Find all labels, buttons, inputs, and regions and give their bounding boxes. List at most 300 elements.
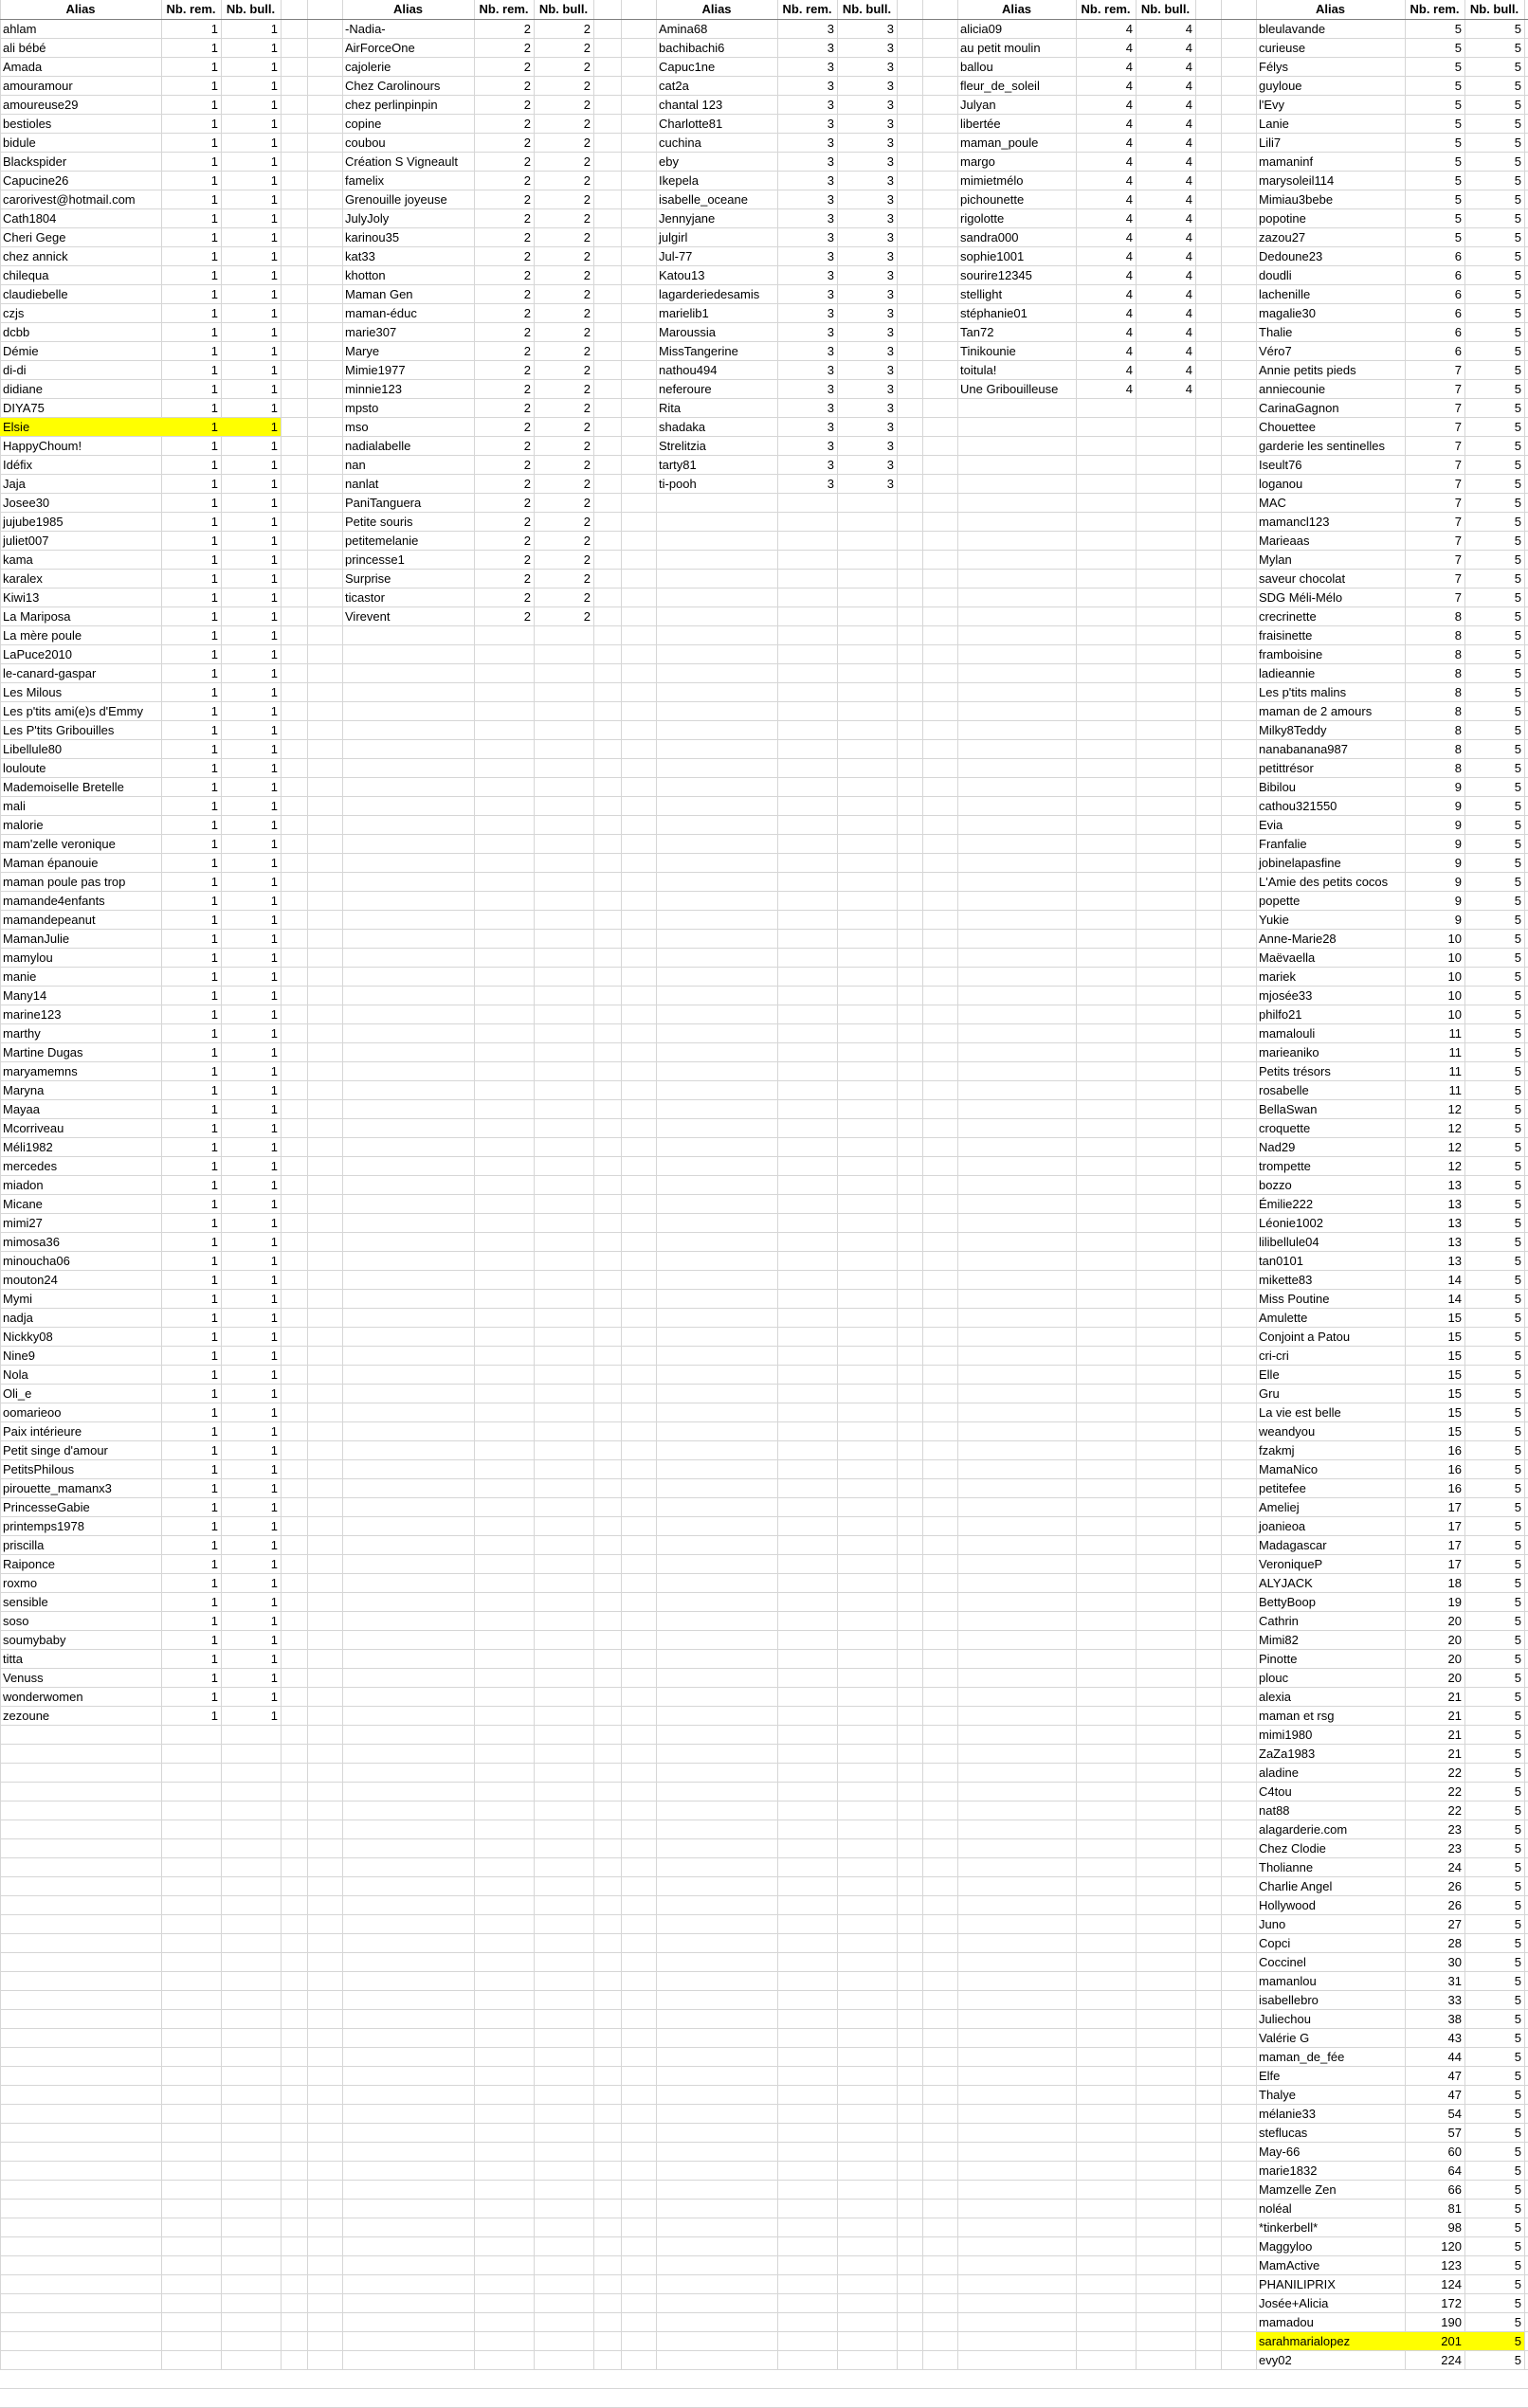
bull-count-cell[interactable]: 1 bbox=[270, 1652, 278, 1666]
alias-cell[interactable]: karinou35 bbox=[345, 230, 400, 244]
bull-count-cell[interactable]: 4 bbox=[1185, 173, 1192, 188]
bull-count-cell[interactable]: 3 bbox=[886, 230, 894, 244]
alias-cell[interactable]: Dedoune23 bbox=[1259, 249, 1323, 263]
rem-count-cell[interactable]: 1 bbox=[210, 609, 218, 624]
bull-count-cell[interactable]: 2 bbox=[583, 344, 591, 358]
alias-cell[interactable]: mamaninf bbox=[1259, 154, 1314, 169]
alias-cell[interactable]: fraisinette bbox=[1259, 628, 1313, 643]
rem-count-cell[interactable]: 13 bbox=[1447, 1197, 1462, 1211]
bull-count-cell[interactable]: 2 bbox=[583, 496, 591, 510]
alias-cell[interactable]: Many14 bbox=[3, 988, 47, 1003]
alias-cell[interactable]: neferoure bbox=[659, 382, 712, 396]
bull-count-cell[interactable]: 5 bbox=[1514, 420, 1521, 434]
alias-cell[interactable]: rigolotte bbox=[960, 211, 1005, 226]
alias-cell[interactable]: Méli1982 bbox=[3, 1140, 53, 1154]
rem-count-cell[interactable]: 3 bbox=[827, 287, 834, 301]
bull-count-cell[interactable]: 4 bbox=[1185, 98, 1192, 112]
rem-count-cell[interactable]: 81 bbox=[1447, 2201, 1462, 2216]
rem-count-cell[interactable]: 1 bbox=[210, 363, 218, 377]
rem-count-cell[interactable]: 3 bbox=[827, 154, 834, 169]
bull-count-cell[interactable]: 5 bbox=[1514, 1519, 1521, 1533]
rem-count-cell[interactable]: 1 bbox=[210, 1652, 218, 1666]
alias-cell[interactable]: priscilla bbox=[3, 1538, 45, 1552]
rem-count-cell[interactable]: 5 bbox=[1454, 22, 1462, 36]
rem-count-cell[interactable]: 1 bbox=[210, 761, 218, 775]
alias-cell[interactable]: DIYA75 bbox=[3, 401, 45, 415]
rem-count-cell[interactable]: 4 bbox=[1125, 60, 1133, 74]
alias-cell[interactable]: Rita bbox=[659, 401, 682, 415]
alias-cell[interactable]: ti-pooh bbox=[659, 477, 697, 491]
alias-cell[interactable]: Mademoiselle Bretelle bbox=[3, 780, 124, 794]
rem-count-cell[interactable]: 7 bbox=[1454, 534, 1462, 548]
rem-count-cell[interactable]: 11 bbox=[1448, 1045, 1462, 1059]
alias-cell[interactable]: Madagascar bbox=[1259, 1538, 1327, 1552]
bull-count-cell[interactable]: 5 bbox=[1514, 2258, 1521, 2272]
rem-count-cell[interactable]: 1 bbox=[210, 154, 218, 169]
rem-count-cell[interactable]: 1 bbox=[210, 1178, 218, 1192]
rem-count-cell[interactable]: 2 bbox=[523, 192, 531, 207]
rem-count-cell[interactable]: 224 bbox=[1441, 2353, 1462, 2367]
bull-count-cell[interactable]: 1 bbox=[270, 1159, 278, 1173]
rem-count-cell[interactable]: 2 bbox=[523, 420, 531, 434]
rem-count-cell[interactable]: 3 bbox=[827, 117, 834, 131]
alias-cell[interactable]: Amina68 bbox=[659, 22, 708, 36]
bull-count-cell[interactable]: 5 bbox=[1514, 2182, 1521, 2197]
rem-count-cell[interactable]: 8 bbox=[1454, 609, 1462, 624]
rem-count-cell[interactable]: 17 bbox=[1447, 1500, 1462, 1514]
bull-count-cell[interactable]: 5 bbox=[1514, 875, 1521, 889]
rem-count-cell[interactable]: 1 bbox=[210, 837, 218, 851]
bull-count-cell[interactable]: 5 bbox=[1514, 609, 1521, 624]
bull-count-cell[interactable]: 2 bbox=[583, 401, 591, 415]
rem-count-cell[interactable]: 15 bbox=[1447, 1424, 1462, 1439]
bull-count-cell[interactable]: 3 bbox=[886, 420, 894, 434]
alias-cell[interactable]: marie307 bbox=[345, 325, 397, 339]
rem-count-cell[interactable]: 20 bbox=[1447, 1633, 1462, 1647]
rem-count-cell[interactable]: 14 bbox=[1447, 1292, 1462, 1306]
rem-count-cell[interactable]: 1 bbox=[210, 913, 218, 927]
rem-count-cell[interactable]: 2 bbox=[523, 60, 531, 74]
alias-cell[interactable]: didiane bbox=[3, 382, 43, 396]
bull-count-cell[interactable]: 5 bbox=[1514, 1235, 1521, 1249]
rem-count-cell[interactable]: 7 bbox=[1454, 439, 1462, 453]
bull-count-cell[interactable]: 4 bbox=[1185, 249, 1192, 263]
bull-count-cell[interactable]: 5 bbox=[1514, 534, 1521, 548]
bull-count-cell[interactable]: 1 bbox=[270, 856, 278, 870]
bull-count-cell[interactable]: 1 bbox=[270, 969, 278, 984]
alias-cell[interactable]: maman et rsg bbox=[1259, 1709, 1335, 1723]
alias-cell[interactable]: stellight bbox=[960, 287, 1003, 301]
alias-cell[interactable]: Gru bbox=[1259, 1386, 1280, 1401]
rem-count-cell[interactable]: 24 bbox=[1447, 1860, 1462, 1874]
alias-cell[interactable]: Tan72 bbox=[960, 325, 994, 339]
bull-count-cell[interactable]: 5 bbox=[1514, 211, 1521, 226]
bull-count-cell[interactable]: 5 bbox=[1514, 173, 1521, 188]
alias-cell[interactable]: czjs bbox=[3, 306, 25, 320]
alias-cell[interactable]: evy02 bbox=[1259, 2353, 1292, 2367]
bull-count-cell[interactable]: 2 bbox=[583, 552, 591, 567]
alias-cell[interactable]: doudli bbox=[1259, 268, 1292, 282]
bull-count-cell[interactable]: 4 bbox=[1185, 268, 1192, 282]
bull-count-cell[interactable]: 1 bbox=[270, 609, 278, 624]
rem-count-cell[interactable]: 4 bbox=[1125, 344, 1133, 358]
rem-count-cell[interactable]: 16 bbox=[1447, 1443, 1462, 1457]
rem-count-cell[interactable]: 13 bbox=[1447, 1216, 1462, 1230]
bull-count-cell[interactable]: 1 bbox=[270, 780, 278, 794]
bull-count-cell[interactable]: 5 bbox=[1514, 2069, 1521, 2083]
alias-cell[interactable]: Capucine26 bbox=[3, 173, 69, 188]
rem-count-cell[interactable]: 5 bbox=[1454, 79, 1462, 93]
bull-count-cell[interactable]: 1 bbox=[270, 287, 278, 301]
bull-count-cell[interactable]: 1 bbox=[270, 932, 278, 946]
alias-cell[interactable]: pirouette_mamanx3 bbox=[3, 1481, 112, 1495]
rem-count-cell[interactable]: 4 bbox=[1125, 363, 1133, 377]
alias-cell[interactable]: BettyBoop bbox=[1259, 1595, 1316, 1609]
alias-cell[interactable]: Iseult76 bbox=[1259, 458, 1302, 472]
bull-count-cell[interactable]: 5 bbox=[1514, 287, 1521, 301]
rem-count-cell[interactable]: 47 bbox=[1447, 2069, 1462, 2083]
rem-count-cell[interactable]: 7 bbox=[1454, 401, 1462, 415]
rem-count-cell[interactable]: 1 bbox=[210, 628, 218, 643]
bull-count-cell[interactable]: 2 bbox=[583, 363, 591, 377]
bull-count-cell[interactable]: 5 bbox=[1514, 1955, 1521, 1969]
rem-count-cell[interactable]: 43 bbox=[1447, 2031, 1462, 2045]
rem-count-cell[interactable]: 3 bbox=[827, 268, 834, 282]
bull-count-cell[interactable]: 5 bbox=[1514, 496, 1521, 510]
bull-count-cell[interactable]: 1 bbox=[270, 837, 278, 851]
rem-count-cell[interactable]: 1 bbox=[210, 1064, 218, 1078]
rem-count-cell[interactable]: 1 bbox=[210, 856, 218, 870]
rem-count-cell[interactable]: 3 bbox=[827, 22, 834, 36]
bull-count-cell[interactable]: 1 bbox=[270, 363, 278, 377]
rem-count-cell[interactable]: 1 bbox=[210, 192, 218, 207]
bull-count-cell[interactable]: 1 bbox=[270, 1007, 278, 1022]
bull-count-cell[interactable]: 2 bbox=[583, 41, 591, 55]
alias-cell[interactable]: princesse1 bbox=[345, 552, 405, 567]
alias-cell[interactable]: Miss Poutine bbox=[1259, 1292, 1330, 1306]
bull-count-cell[interactable]: 5 bbox=[1514, 1690, 1521, 1704]
rem-count-cell[interactable]: 6 bbox=[1454, 325, 1462, 339]
rem-count-cell[interactable]: 2 bbox=[523, 79, 531, 93]
rem-count-cell[interactable]: 22 bbox=[1447, 1803, 1462, 1818]
bull-count-cell[interactable]: 5 bbox=[1514, 932, 1521, 946]
rem-count-cell[interactable]: 1 bbox=[210, 704, 218, 718]
bull-count-cell[interactable]: 2 bbox=[583, 420, 591, 434]
bull-count-cell[interactable]: 2 bbox=[583, 609, 591, 624]
rem-count-cell[interactable]: 2 bbox=[523, 382, 531, 396]
rem-count-cell[interactable]: 10 bbox=[1447, 932, 1462, 946]
alias-cell[interactable]: Thalye bbox=[1259, 2088, 1297, 2102]
bull-count-cell[interactable]: 1 bbox=[270, 1178, 278, 1192]
alias-cell[interactable]: ladieannie bbox=[1259, 666, 1316, 680]
alias-cell[interactable]: C4tou bbox=[1259, 1784, 1292, 1799]
bull-count-cell[interactable]: 1 bbox=[270, 249, 278, 263]
alias-cell[interactable]: Mylan bbox=[1259, 552, 1292, 567]
rem-count-cell[interactable]: 1 bbox=[210, 799, 218, 813]
rem-count-cell[interactable]: 8 bbox=[1454, 723, 1462, 737]
bull-count-cell[interactable]: 5 bbox=[1514, 571, 1521, 586]
bull-count-cell[interactable]: 5 bbox=[1514, 742, 1521, 756]
rem-count-cell[interactable]: 5 bbox=[1454, 192, 1462, 207]
rem-count-cell[interactable]: 1 bbox=[210, 780, 218, 794]
alias-cell[interactable]: sandra000 bbox=[960, 230, 1019, 244]
rem-count-cell[interactable]: 1 bbox=[210, 1045, 218, 1059]
bull-count-cell[interactable]: 5 bbox=[1514, 1841, 1521, 1856]
alias-cell[interactable]: chez perlinpinpin bbox=[345, 98, 438, 112]
bull-count-cell[interactable]: 2 bbox=[583, 571, 591, 586]
bull-count-cell[interactable]: 5 bbox=[1514, 79, 1521, 93]
bull-count-cell[interactable]: 4 bbox=[1185, 230, 1192, 244]
alias-cell[interactable]: mamylou bbox=[3, 951, 53, 965]
bull-count-cell[interactable]: 2 bbox=[583, 325, 591, 339]
bull-count-cell[interactable]: 1 bbox=[270, 98, 278, 112]
bull-count-cell[interactable]: 5 bbox=[1514, 2164, 1521, 2178]
rem-count-cell[interactable]: 2 bbox=[523, 41, 531, 55]
alias-cell[interactable]: maman_de_fée bbox=[1259, 2050, 1345, 2064]
alias-cell[interactable]: BellaSwan bbox=[1259, 1102, 1318, 1116]
rem-count-cell[interactable]: 60 bbox=[1447, 2145, 1462, 2159]
rem-count-cell[interactable]: 2 bbox=[523, 458, 531, 472]
alias-cell[interactable]: loganou bbox=[1259, 477, 1303, 491]
alias-cell[interactable]: Venuss bbox=[3, 1671, 44, 1685]
bull-count-cell[interactable]: 1 bbox=[270, 79, 278, 93]
rem-count-cell[interactable]: 1 bbox=[210, 666, 218, 680]
bull-count-cell[interactable]: 5 bbox=[1514, 2088, 1521, 2102]
bull-count-cell[interactable]: 5 bbox=[1514, 325, 1521, 339]
bull-count-cell[interactable]: 1 bbox=[270, 988, 278, 1003]
rem-count-cell[interactable]: 123 bbox=[1441, 2258, 1462, 2272]
alias-cell[interactable]: maman-éduc bbox=[345, 306, 417, 320]
alias-cell[interactable]: julgirl bbox=[659, 230, 688, 244]
alias-cell[interactable]: Ikepela bbox=[659, 173, 699, 188]
rem-count-cell[interactable]: 2 bbox=[523, 325, 531, 339]
rem-count-cell[interactable]: 1 bbox=[210, 382, 218, 396]
alias-cell[interactable]: Elle bbox=[1259, 1367, 1280, 1382]
bull-count-cell[interactable]: 1 bbox=[270, 117, 278, 131]
bull-count-cell[interactable]: 5 bbox=[1514, 136, 1521, 150]
bull-count-cell[interactable]: 1 bbox=[270, 818, 278, 832]
bull-count-cell[interactable]: 5 bbox=[1514, 1254, 1521, 1268]
bull-count-cell[interactable]: 5 bbox=[1514, 2220, 1521, 2235]
alias-cell[interactable]: mpsto bbox=[345, 401, 379, 415]
alias-cell[interactable]: Marye bbox=[345, 344, 380, 358]
alias-cell[interactable]: Une Gribouilleuse bbox=[960, 382, 1059, 396]
bull-count-cell[interactable]: 2 bbox=[583, 136, 591, 150]
bull-count-cell[interactable]: 1 bbox=[270, 515, 278, 529]
alias-cell[interactable]: Virevent bbox=[345, 609, 391, 624]
rem-count-cell[interactable]: 1 bbox=[210, 1026, 218, 1041]
alias-cell[interactable]: garderie les sentinelles bbox=[1259, 439, 1385, 453]
alias-cell[interactable]: mimi1980 bbox=[1259, 1728, 1313, 1742]
rem-count-cell[interactable]: 1 bbox=[210, 268, 218, 282]
alias-cell[interactable]: bidule bbox=[3, 136, 36, 150]
rem-count-cell[interactable]: 1 bbox=[210, 1197, 218, 1211]
alias-cell[interactable]: popotine bbox=[1259, 211, 1306, 226]
bull-count-cell[interactable]: 5 bbox=[1514, 647, 1521, 661]
alias-cell[interactable]: ZaZa1983 bbox=[1259, 1747, 1316, 1761]
bull-count-cell[interactable]: 5 bbox=[1514, 704, 1521, 718]
bull-count-cell[interactable]: 5 bbox=[1514, 2107, 1521, 2121]
bull-count-cell[interactable]: 5 bbox=[1514, 1709, 1521, 1723]
rem-count-cell[interactable]: 8 bbox=[1454, 761, 1462, 775]
bull-count-cell[interactable]: 4 bbox=[1185, 287, 1192, 301]
alias-cell[interactable]: tan0101 bbox=[1259, 1254, 1303, 1268]
rem-count-cell[interactable]: 44 bbox=[1447, 2050, 1462, 2064]
rem-count-cell[interactable]: 38 bbox=[1447, 2012, 1462, 2026]
rem-count-cell[interactable]: 9 bbox=[1454, 818, 1462, 832]
alias-cell[interactable]: l'Evy bbox=[1259, 98, 1285, 112]
rem-count-cell[interactable]: 26 bbox=[1447, 1879, 1462, 1893]
rem-count-cell[interactable]: 1 bbox=[210, 420, 218, 434]
alias-cell[interactable]: Mimi82 bbox=[1259, 1633, 1299, 1647]
rem-count-cell[interactable]: 3 bbox=[827, 98, 834, 112]
alias-cell[interactable]: mimosa36 bbox=[3, 1235, 60, 1249]
bull-count-cell[interactable]: 1 bbox=[270, 1519, 278, 1533]
alias-cell[interactable]: nanabanana987 bbox=[1259, 742, 1348, 756]
bull-count-cell[interactable]: 1 bbox=[270, 1690, 278, 1704]
alias-cell[interactable]: Lili7 bbox=[1259, 136, 1282, 150]
bull-count-cell[interactable]: 1 bbox=[270, 60, 278, 74]
alias-cell[interactable]: mamanlou bbox=[1259, 1974, 1317, 1988]
bull-count-cell[interactable]: 5 bbox=[1514, 780, 1521, 794]
alias-cell[interactable]: fleur_de_soleil bbox=[960, 79, 1040, 93]
alias-cell[interactable]: mamandepeanut bbox=[3, 913, 96, 927]
alias-cell[interactable]: Evia bbox=[1259, 818, 1283, 832]
rem-count-cell[interactable]: 7 bbox=[1454, 552, 1462, 567]
rem-count-cell[interactable]: 4 bbox=[1125, 154, 1133, 169]
alias-cell[interactable]: stéphanie01 bbox=[960, 306, 1028, 320]
bull-count-cell[interactable]: 1 bbox=[270, 230, 278, 244]
alias-cell[interactable]: maman de 2 amours bbox=[1259, 704, 1373, 718]
rem-count-cell[interactable]: 4 bbox=[1125, 41, 1133, 55]
bull-count-cell[interactable]: 5 bbox=[1514, 894, 1521, 908]
rem-count-cell[interactable]: 20 bbox=[1447, 1652, 1462, 1666]
rem-count-cell[interactable]: 1 bbox=[210, 1311, 218, 1325]
bull-count-cell[interactable]: 4 bbox=[1185, 382, 1192, 396]
alias-cell[interactable]: Valérie G bbox=[1259, 2031, 1310, 2045]
alias-cell[interactable]: Les p'tits ami(e)s d'Emmy bbox=[3, 704, 143, 718]
bull-count-cell[interactable]: 5 bbox=[1514, 344, 1521, 358]
rem-count-cell[interactable]: 2 bbox=[523, 22, 531, 36]
alias-cell[interactable]: VeroniqueP bbox=[1259, 1557, 1323, 1571]
alias-cell[interactable]: bestioles bbox=[3, 117, 52, 131]
bull-count-cell[interactable]: 1 bbox=[270, 1405, 278, 1420]
alias-cell[interactable]: MamActive bbox=[1259, 2258, 1320, 2272]
rem-count-cell[interactable]: 12 bbox=[1447, 1159, 1462, 1173]
alias-cell[interactable]: Émilie222 bbox=[1259, 1197, 1314, 1211]
alias-cell[interactable]: Mcorriveau bbox=[3, 1121, 64, 1135]
bull-count-cell[interactable]: 1 bbox=[270, 704, 278, 718]
rem-count-cell[interactable]: 15 bbox=[1447, 1349, 1462, 1363]
bull-count-cell[interactable]: 1 bbox=[270, 647, 278, 661]
bull-count-cell[interactable]: 1 bbox=[270, 1443, 278, 1457]
rem-count-cell[interactable]: 4 bbox=[1125, 382, 1133, 396]
alias-cell[interactable]: Elsie bbox=[3, 420, 30, 434]
alias-cell[interactable]: Maëvaella bbox=[1259, 951, 1316, 965]
bull-count-cell[interactable]: 1 bbox=[270, 211, 278, 226]
rem-count-cell[interactable]: 23 bbox=[1447, 1822, 1462, 1837]
alias-cell[interactable]: malorie bbox=[3, 818, 44, 832]
alias-cell[interactable]: minnie123 bbox=[345, 382, 402, 396]
bull-count-cell[interactable]: 1 bbox=[270, 325, 278, 339]
bull-count-cell[interactable]: 5 bbox=[1514, 1879, 1521, 1893]
alias-cell[interactable]: famelix bbox=[345, 173, 385, 188]
alias-cell[interactable]: La Mariposa bbox=[3, 609, 71, 624]
bull-count-cell[interactable]: 2 bbox=[583, 477, 591, 491]
alias-cell[interactable]: Chez Clodie bbox=[1259, 1841, 1326, 1856]
rem-count-cell[interactable]: 1 bbox=[210, 1216, 218, 1230]
rem-count-cell[interactable]: 7 bbox=[1454, 590, 1462, 605]
bull-count-cell[interactable]: 3 bbox=[886, 41, 894, 55]
alias-cell[interactable]: sourire12345 bbox=[960, 268, 1032, 282]
alias-cell[interactable]: chilequa bbox=[3, 268, 49, 282]
alias-cell[interactable]: lachenille bbox=[1259, 287, 1311, 301]
alias-cell[interactable]: Petits trésors bbox=[1259, 1064, 1331, 1078]
rem-count-cell[interactable]: 12 bbox=[1447, 1102, 1462, 1116]
bull-count-cell[interactable]: 3 bbox=[886, 268, 894, 282]
bull-count-cell[interactable]: 5 bbox=[1514, 1045, 1521, 1059]
alias-cell[interactable]: Hollywood bbox=[1259, 1898, 1316, 1912]
rem-count-cell[interactable]: 7 bbox=[1454, 571, 1462, 586]
bull-count-cell[interactable]: 5 bbox=[1514, 1216, 1521, 1230]
rem-count-cell[interactable]: 5 bbox=[1454, 230, 1462, 244]
rem-count-cell[interactable]: 1 bbox=[210, 41, 218, 55]
rem-count-cell[interactable]: 31 bbox=[1447, 1974, 1462, 1988]
alias-cell[interactable]: Anne-Marie28 bbox=[1259, 932, 1337, 946]
rem-count-cell[interactable]: 1 bbox=[210, 685, 218, 699]
alias-cell[interactable]: dcbb bbox=[3, 325, 30, 339]
rem-count-cell[interactable]: 3 bbox=[827, 420, 834, 434]
rem-count-cell[interactable]: 2 bbox=[523, 534, 531, 548]
rem-count-cell[interactable]: 1 bbox=[210, 1424, 218, 1439]
rem-count-cell[interactable]: 66 bbox=[1447, 2182, 1462, 2197]
rem-count-cell[interactable]: 2 bbox=[523, 154, 531, 169]
rem-count-cell[interactable]: 1 bbox=[210, 230, 218, 244]
alias-cell[interactable]: mimi27 bbox=[3, 1216, 43, 1230]
bull-count-cell[interactable]: 5 bbox=[1514, 2145, 1521, 2159]
rem-count-cell[interactable]: 1 bbox=[210, 22, 218, 36]
bull-count-cell[interactable]: 1 bbox=[270, 344, 278, 358]
alias-cell[interactable]: Surprise bbox=[345, 571, 391, 586]
alias-cell[interactable]: Léonie1002 bbox=[1259, 1216, 1323, 1230]
alias-cell[interactable]: marieaniko bbox=[1259, 1045, 1319, 1059]
rem-count-cell[interactable]: 4 bbox=[1125, 192, 1133, 207]
alias-cell[interactable]: margo bbox=[960, 154, 995, 169]
bull-count-cell[interactable]: 5 bbox=[1514, 1349, 1521, 1363]
alias-cell[interactable]: libertée bbox=[960, 117, 1001, 131]
rem-count-cell[interactable]: 64 bbox=[1447, 2164, 1462, 2178]
bull-count-cell[interactable]: 2 bbox=[583, 458, 591, 472]
alias-cell[interactable]: bleulavande bbox=[1259, 22, 1326, 36]
alias-cell[interactable]: nat88 bbox=[1259, 1803, 1290, 1818]
bull-count-cell[interactable]: 5 bbox=[1514, 590, 1521, 605]
bull-count-cell[interactable]: 1 bbox=[270, 723, 278, 737]
rem-count-cell[interactable]: 21 bbox=[1447, 1690, 1462, 1704]
rem-count-cell[interactable]: 18 bbox=[1447, 1576, 1462, 1590]
alias-cell[interactable]: PetitsPhilous bbox=[3, 1462, 75, 1476]
alias-cell[interactable]: pichounette bbox=[960, 192, 1025, 207]
alias-cell[interactable]: Marieaas bbox=[1259, 534, 1310, 548]
rem-count-cell[interactable]: 30 bbox=[1447, 1955, 1462, 1969]
bull-count-cell[interactable]: 1 bbox=[270, 1254, 278, 1268]
bull-count-cell[interactable]: 5 bbox=[1514, 1993, 1521, 2007]
bull-count-cell[interactable]: 1 bbox=[270, 1481, 278, 1495]
alias-cell[interactable]: Amada bbox=[3, 60, 43, 74]
alias-cell[interactable]: PHANILIPRIX bbox=[1259, 2277, 1336, 2291]
rem-count-cell[interactable]: 6 bbox=[1454, 268, 1462, 282]
rem-count-cell[interactable]: 7 bbox=[1454, 496, 1462, 510]
bull-count-cell[interactable]: 3 bbox=[886, 477, 894, 491]
